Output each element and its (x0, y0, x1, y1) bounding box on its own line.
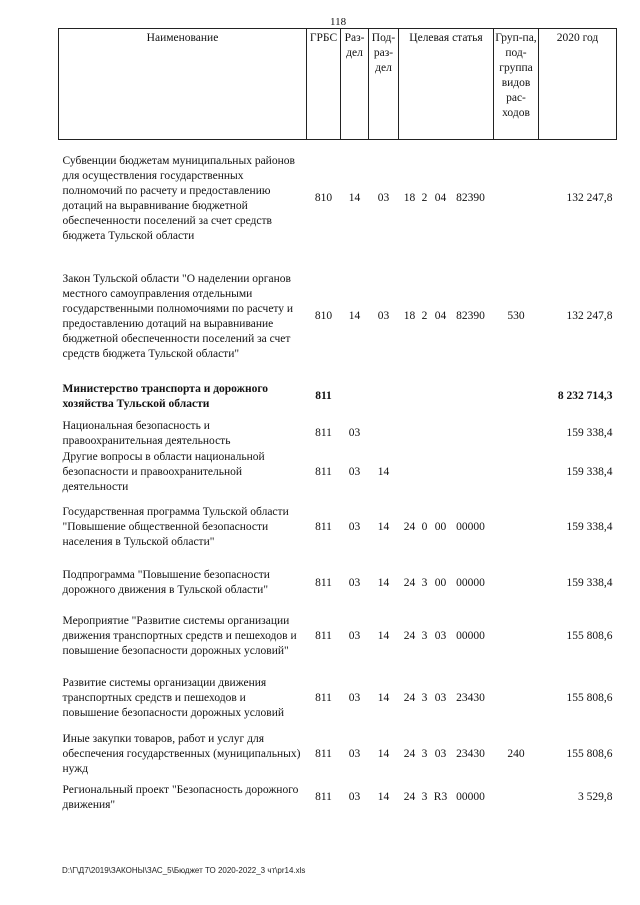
row-name: Закон Тульской области "О наделении органов местного самоуправления отдельными государственными полномочиями по расчету и предоставлению дотаций на выравнивание бюджетной обеспеченности поселений за счет средств бюджета Тульской области" (62, 272, 294, 360)
row-celevaya (399, 668, 494, 730)
row-podrazdel: 14 (377, 630, 390, 642)
table-row (59, 606, 617, 668)
celevaya-part-2: 3 (421, 748, 428, 760)
header-name: Наименование (59, 29, 307, 140)
row-razdel: 03 (348, 427, 361, 439)
header-razdel: Раз-дел (341, 29, 369, 140)
row-grbs: 811 (315, 748, 332, 760)
celevaya-part-2: 2 (421, 310, 428, 322)
row-razdel: 03 (348, 521, 361, 533)
row-podrazdel (369, 418, 399, 450)
row-amount: 155 808,6 (566, 748, 613, 760)
row-name: Государственная программа Тульской области "Повышение общественной безопасности населения в Тульской области" (62, 506, 289, 548)
row-amount: 159 338,4 (566, 465, 613, 478)
row-amount: 159 338,4 (566, 521, 613, 533)
row-razdel: 03 (348, 748, 361, 760)
row-celevaya (399, 258, 494, 376)
row-razdel: 14 (348, 310, 361, 322)
row-amount: 159 338,4 (566, 576, 613, 589)
celevaya-part-3: 00 (434, 576, 447, 589)
row-amount: 8 232 714,3 (557, 390, 613, 402)
celevaya-part-4: 00000 (456, 630, 485, 642)
row-grbs: 810 (314, 310, 333, 322)
row-grbs: 811 (315, 390, 332, 402)
row-podrazdel: 14 (377, 692, 390, 704)
celevaya-part-3: 04 (434, 192, 447, 205)
row-razdel: 03 (348, 630, 361, 642)
row-razdel: 03 (348, 465, 361, 478)
celevaya-part-2: 3 (421, 791, 428, 803)
row-razdel: 03 (348, 791, 361, 803)
row-celevaya (399, 450, 494, 495)
row-name: Подпрограмма "Повышение безопасности дорожного движения в Тульской области" (62, 569, 270, 596)
table-row (59, 450, 617, 495)
table-row (59, 561, 617, 606)
table-row (59, 668, 617, 730)
row-amount: 155 808,6 (566, 630, 613, 642)
row-name: Мероприятие "Развитие системы организации движения транспортных средств и пешеходов и повышение безопасности дорожных условий" (62, 615, 297, 657)
row-name: Национальная безопасность и правоохранительная деятельность (62, 419, 231, 447)
table-row (59, 780, 617, 816)
row-amount: 155 808,6 (566, 692, 613, 704)
row-gruppa (494, 140, 539, 258)
header-year: 2020 год (539, 29, 617, 140)
row-celevaya (399, 495, 494, 561)
celevaya-part-3: 03 (434, 692, 447, 704)
celevaya-part-1: 24 (403, 521, 416, 533)
row-gruppa: 530 (507, 310, 525, 322)
header-gruppa: Груп-па, под-группа видов рас-ходов (494, 29, 539, 140)
row-celevaya (399, 140, 494, 258)
table-row (59, 418, 617, 450)
row-podrazdel: 14 (377, 748, 390, 760)
row-podrazdel: 14 (377, 465, 390, 478)
row-gruppa (494, 450, 539, 495)
celevaya-part-1: 18 (403, 310, 416, 322)
row-name: Региональный проект "Безопасность дорожного движения" (62, 783, 299, 811)
celevaya-part-1: 18 (403, 192, 416, 205)
row-grbs: 811 (315, 521, 332, 533)
table-row (59, 258, 617, 376)
budget-table (58, 28, 617, 816)
row-podrazdel: 14 (377, 791, 390, 803)
row-podrazdel: 03 (377, 192, 390, 205)
row-podrazdel: 14 (377, 576, 390, 589)
celevaya-part-1: 24 (403, 576, 416, 589)
row-grbs: 811 (315, 692, 332, 704)
row-grbs: 811 (315, 576, 332, 589)
celevaya-part-3: 04 (434, 310, 447, 322)
row-celevaya (399, 376, 494, 418)
row-name: Другие вопросы в области национальной безопасности и правоохранительной деятельности (62, 450, 265, 493)
row-celevaya (399, 730, 494, 780)
row-gruppa (494, 668, 539, 730)
celevaya-part-4: 82390 (456, 310, 485, 322)
row-name: Иные закупки товаров, работ и услуг для обеспечения государственных (муниципальных) нужд (62, 733, 301, 775)
celevaya-part-2: 0 (421, 521, 428, 533)
row-grbs: 811 (315, 630, 332, 642)
row-celevaya (399, 561, 494, 606)
row-celevaya (399, 418, 494, 450)
row-gruppa (494, 376, 539, 418)
page-number: 118 (330, 16, 347, 28)
row-gruppa (494, 606, 539, 668)
row-amount: 3 529,8 (578, 791, 613, 803)
row-razdel: 03 (348, 576, 361, 589)
row-gruppa (494, 495, 539, 561)
header-celevaya: Целевая статья (399, 29, 494, 140)
table-row (59, 495, 617, 561)
celevaya-part-4: 00000 (456, 791, 485, 803)
row-gruppa (494, 418, 539, 450)
celevaya-part-4: 23430 (456, 692, 485, 704)
row-podrazdel: 03 (377, 310, 390, 322)
row-grbs: 811 (315, 791, 332, 803)
header-podrazdel: Под-раз-дел (369, 29, 399, 140)
row-grbs: 810 (314, 192, 333, 205)
row-gruppa (494, 780, 539, 816)
row-amount: 132 247,8 (566, 192, 613, 205)
row-celevaya (399, 606, 494, 668)
table-row (59, 730, 617, 780)
celevaya-part-3: 00 (434, 521, 447, 533)
row-amount: 132 247,8 (566, 310, 613, 322)
row-razdel: 14 (348, 192, 361, 205)
row-podrazdel (369, 376, 399, 418)
celevaya-part-3: 03 (434, 630, 447, 642)
row-podrazdel: 14 (377, 521, 390, 533)
row-name: Министерство транспорта и дорожного хозяйства Тульской области (62, 382, 269, 410)
table-header-row (59, 29, 617, 140)
row-name: Развитие системы организации движения транспортных средств и пешеходов и повышение безопасности дорожных условий (62, 677, 285, 719)
celevaya-part-4: 00000 (456, 576, 485, 589)
celevaya-part-1: 24 (403, 692, 416, 704)
header-grbs: ГРБС (307, 29, 341, 140)
row-grbs: 811 (315, 427, 332, 439)
row-amount: 159 338,4 (566, 427, 613, 439)
celevaya-part-3: 03 (434, 748, 447, 760)
row-grbs: 811 (315, 465, 332, 478)
footer-file-path: D:\Г\Д7\2019\ЗАКОНЫ\ЗАС_5\Бюджет ТО 2020-2022_3 чт\pr14.xls (62, 866, 306, 875)
row-gruppa: 240 (507, 748, 525, 760)
row-name: Субвенции бюджетам муниципальных районов для осуществления государственных полномочий по расчету и предоставлению дотаций на выравнивание бюджетной обеспеченности поселений за счет средств бюджета Тульской области (62, 154, 295, 242)
celevaya-part-1: 24 (403, 630, 416, 642)
celevaya-part-4: 23430 (456, 748, 485, 760)
celevaya-part-2: 3 (421, 630, 428, 642)
celevaya-part-2: 3 (421, 692, 428, 704)
row-gruppa (494, 561, 539, 606)
celevaya-part-1: 24 (403, 791, 416, 803)
row-razdel: 03 (348, 692, 361, 704)
row-razdel (341, 376, 369, 418)
table-row (59, 140, 617, 258)
celevaya-part-2: 2 (421, 192, 428, 205)
celevaya-part-2: 3 (421, 576, 428, 589)
row-celevaya (399, 780, 494, 816)
celevaya-part-1: 24 (403, 748, 416, 760)
celevaya-part-4: 82390 (456, 192, 485, 205)
celevaya-part-3: R3 (433, 791, 448, 803)
celevaya-part-4: 00000 (456, 521, 485, 533)
table-row (59, 376, 617, 418)
